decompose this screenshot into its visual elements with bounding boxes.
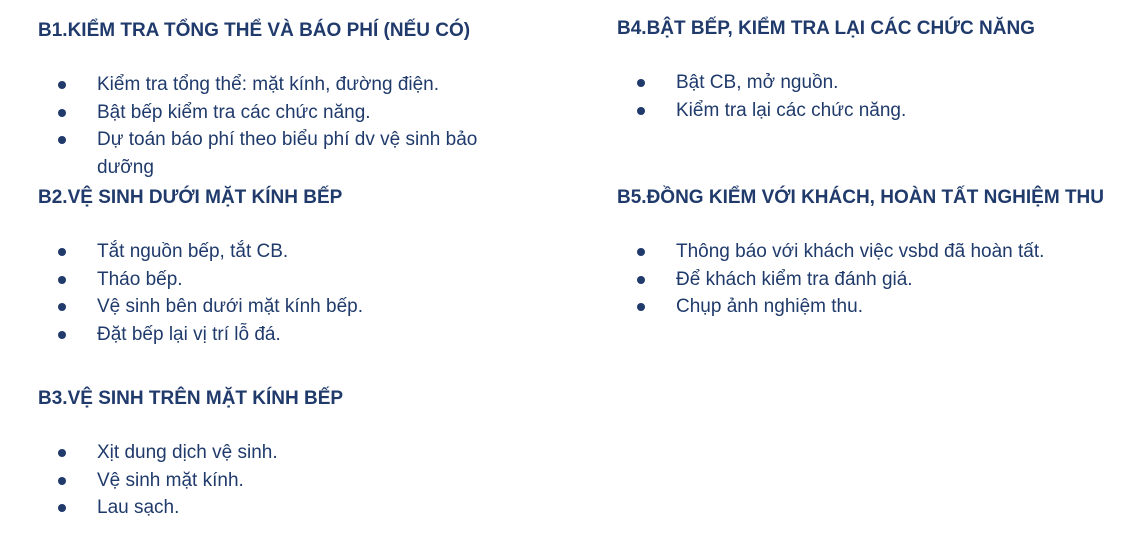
- checklist-b3: [38, 439, 558, 522]
- section-b5: [617, 186, 1117, 317]
- list-item: [38, 238, 558, 266]
- list-item: [617, 293, 1117, 321]
- list-item: [617, 97, 1117, 125]
- bullet-icon: [58, 248, 66, 256]
- list-item: [38, 467, 558, 495]
- list-item-text: Vệ sinh bên dưới mặt kính bếp.: [97, 296, 363, 317]
- list-item-text: Thông báo với khách việc vsbd đã hoàn tất.: [676, 241, 1045, 262]
- list-item: [617, 266, 1117, 294]
- list-item-text: Tắt nguồn bếp, tắt CB.: [97, 241, 289, 262]
- bullet-icon: [58, 136, 66, 144]
- bullet-icon: [58, 331, 66, 339]
- list-item-text: Để khách kiểm tra đánh giá.: [676, 268, 913, 290]
- list-item-text: Lau sạch.: [97, 497, 180, 518]
- section-b4: [617, 17, 1117, 121]
- section-heading-b5: B5.ĐỒNG KIỂM VỚI KHÁCH, HOÀN TẤT NGHIỆM THU: [617, 187, 1104, 208]
- list-item-text: Bật CB, mở nguồn.: [676, 72, 839, 93]
- section-heading-b1: B1.KIỂM TRA TỔNG THỂ VÀ BÁO PHÍ (NẾU CÓ): [38, 20, 471, 41]
- checklist-b4: [617, 69, 1117, 124]
- bullet-icon: [637, 79, 645, 87]
- checklist-b5: [617, 238, 1117, 321]
- list-item: [617, 69, 1117, 97]
- list-item: [617, 238, 1117, 266]
- bullet-icon: [58, 303, 66, 311]
- list-item: [38, 494, 558, 522]
- list-item: [38, 321, 558, 349]
- list-item-text: Chụp ảnh nghiệm thu.: [676, 296, 863, 317]
- bullet-icon: [58, 276, 66, 284]
- bullet-icon: [637, 303, 645, 311]
- list-item: [38, 99, 558, 127]
- list-item-text: Đặt bếp lại vị trí lỗ đá.: [97, 323, 281, 345]
- bullet-icon: [637, 276, 645, 284]
- list-item-text: Dự toán báo phí theo biểu phí dv vệ sinh bảo dưỡng: [97, 129, 478, 178]
- bullet-icon: [637, 107, 645, 115]
- section-heading-b3: B3.VỆ SINH TRÊN MẶT KÍNH BẾP: [38, 388, 344, 409]
- list-item-text: Kiểm tra tổng thể: mặt kính, đường điện.: [97, 74, 440, 95]
- list-item: [38, 71, 558, 99]
- list-item-text: Vệ sinh mặt kính.: [97, 469, 244, 491]
- section-b2: [38, 186, 558, 345]
- list-item: [38, 126, 558, 181]
- section-heading-b4: B4.BẬT BẾP, KIỂM TRA LẠI CÁC CHỨC NĂNG: [617, 18, 1035, 39]
- bullet-icon: [58, 109, 66, 117]
- bullet-icon: [637, 248, 645, 256]
- list-item-text: Bật bếp kiểm tra các chức năng.: [97, 101, 371, 123]
- section-b1: [38, 19, 558, 178]
- bullet-icon: [58, 81, 66, 89]
- section-b3: [38, 387, 558, 518]
- list-item: [38, 293, 558, 321]
- list-item-text: Tháo bếp.: [97, 268, 183, 290]
- list-item-text: Kiểm tra lại các chức năng.: [676, 99, 907, 121]
- checklist-b2: [38, 238, 558, 348]
- checklist-b1: [38, 71, 558, 181]
- list-item: [38, 439, 558, 467]
- bullet-icon: [58, 449, 66, 457]
- list-item-text: Xịt dung dịch vệ sinh.: [97, 442, 278, 463]
- section-heading-b2: B2.VỆ SINH DƯỚI MẶT KÍNH BẾP: [38, 187, 343, 208]
- list-item: [38, 266, 558, 294]
- bullet-icon: [58, 504, 66, 512]
- bullet-icon: [58, 477, 66, 485]
